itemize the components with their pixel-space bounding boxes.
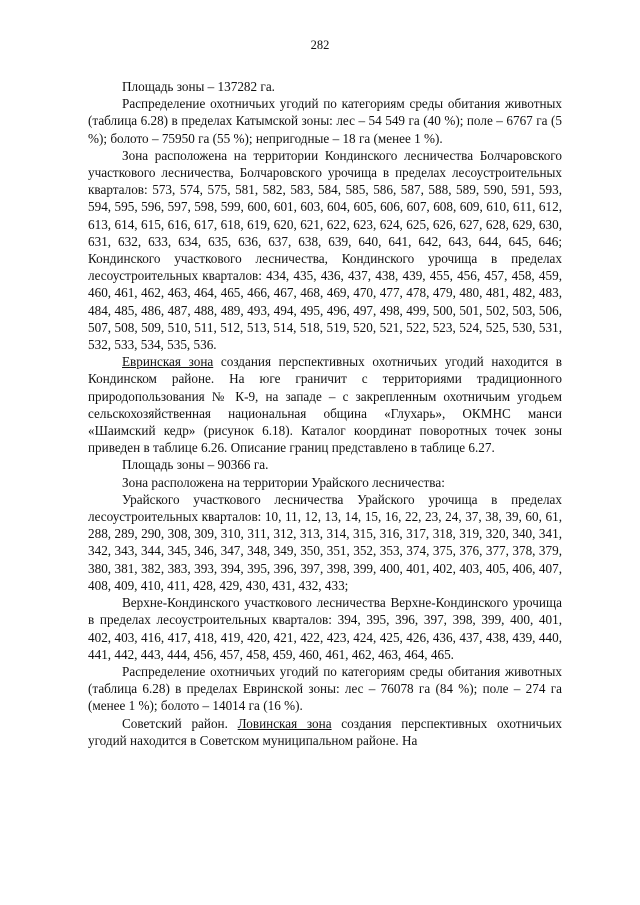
evrinskaya-area-paragraph: Площадь зоны – 90366 га. <box>122 457 269 473</box>
page-number: 282 <box>310 38 330 52</box>
evrinskaya-zone-heading: Евринская зона <box>122 354 214 370</box>
verkhne-konda-paragraph: Верхне-Кондинского участкового лесничества Верхне-Кондинского урочища в пределах лесоустроительных кварталов: 394, 395, 396, 397, 398, 399, 400, 401, 402, 403, 416, 417, 418, 419, 420, 421, 422, 423, 424, 425, 426, 436, 437, 438, 439, 440, 441, 442, 443, 444, 456, 457, 458, 459, 460, 461, 462, 463, 464, 465. <box>88 595 562 662</box>
evrinskaya-distribution-paragraph: Распределение охотничьих угодий по категориям среды обитания животных (таблица 6.28) в пределах Евринской зоны: лес – 76078 га (84 %); поле – 274 га (менее 1 %); болото – 14014 га (16 %). <box>88 663 562 714</box>
uray-forestry-paragraph: Урайского участкового лесничества Урайского урочища в пределах лесоустроительных кварталов: 10, 11, 12, 13, 14, 15, 16, 22, 23, 24, 37, 38, 39, 60, 61, 288, 289, 290, 308, 309, 310, 311, 312, 313, 314, 315, 316, 317, 318, 319, 320, 340, 341, 342, 343, 344, 345, 346, 347, 348, 349, 350, 351, 352, 353, 374, 375, 376, 377, 378, 379, 380, 381, 382, 383, 393, 394, 395, 396, 397, 398, 399, 400, 401, 402, 403, 405, 406, 407, 408, 409, 410, 411, 428, 429, 430, 431, 432, 433; <box>88 491 562 593</box>
katym-distribution-paragraph: Распределение охотничьих угодий по категориям среды обитания животных (таблица 6.28) в пределах Катымской зоны: лес – 54 549 га (40 %); поле – 6767 га (5 %); болото – 75950 га (55 %); непригодные – 18 га (менее 1 %). <box>88 96 562 146</box>
lovinskaya-zone-text: создания перспективных охотничьих угодий находится в Советском муниципальном районе. На <box>88 715 562 748</box>
sovetsky-district-label: Советский район. <box>122 715 238 731</box>
lovinskaya-zone-heading: Ловинская зона <box>237 715 332 731</box>
zone-area-paragraph: Площадь зоны – 137282 га. <box>122 79 275 94</box>
evrinskaya-zone-paragraph <box>88 353 562 456</box>
evrinskaya-zone-text: создания перспективных охотничьих угодий находится в Кондинском районе. На юге граничит с территориями традиционного природопользования № К-9, на западе – с закрепленным охотничьим угодьем сельскохозяйственная национальная община «Глухарь», ОКМНС манси «Шаимский кедр» (рисунок 6.18). Каталог координат поворотных точек зоны приведен в таблице 6.26. Описание границ представлено в таблице 6.27. <box>88 354 563 456</box>
lovinskaya-zone-paragraph <box>88 715 562 749</box>
katym-location-paragraph: Зона расположена на территории Кондинского лесничества Болчаровского участкового лесничества, Болчаровского урочища в пределах лесоустроительных кварталов: 573, 574, 575, 581, 582, 583, 584, 585, 586, 587, 588, 589, 590, 591, 593, 594, 595, 596, 597, 598, 599, 600, 601, 603, 604, 605, 606, 607, 608, 609, 610, 611, 612, 613, 614, 615, 616, 617, 618, 619, 620, 621, 622, 623, 624, 625, 626, 627, 628, 629, 630, 631, 632, 633, 634, 635, 636, 637, 638, 639, 640, 641, 642, 643, 644, 645, 646; Кондинского участкового лесничества, Кондинского урочища в пределах лесоустроительных кварталов: 434, 435, 436, 437, 438, 439, 455, 456, 457, 458, 459, 460, 461, 462, 463, 464, 465, 466, 467, 468, 469, 470, 477, 478, 479, 480, 481, 482, 483, 484, 485, 486, 487, 488, 489, 493, 494, 495, 496, 497, 498, 499, 500, 501, 502, 503, 506, 507, 508, 509, 510, 511, 512, 513, 514, 518, 519, 520, 521, 522, 523, 524, 525, 530, 531, 532, 533, 534, 535, 536. <box>88 147 562 353</box>
evrinskaya-location-intro: Зона расположена на территории Урайского лесничества: <box>122 474 445 490</box>
body-text <box>88 78 562 749</box>
